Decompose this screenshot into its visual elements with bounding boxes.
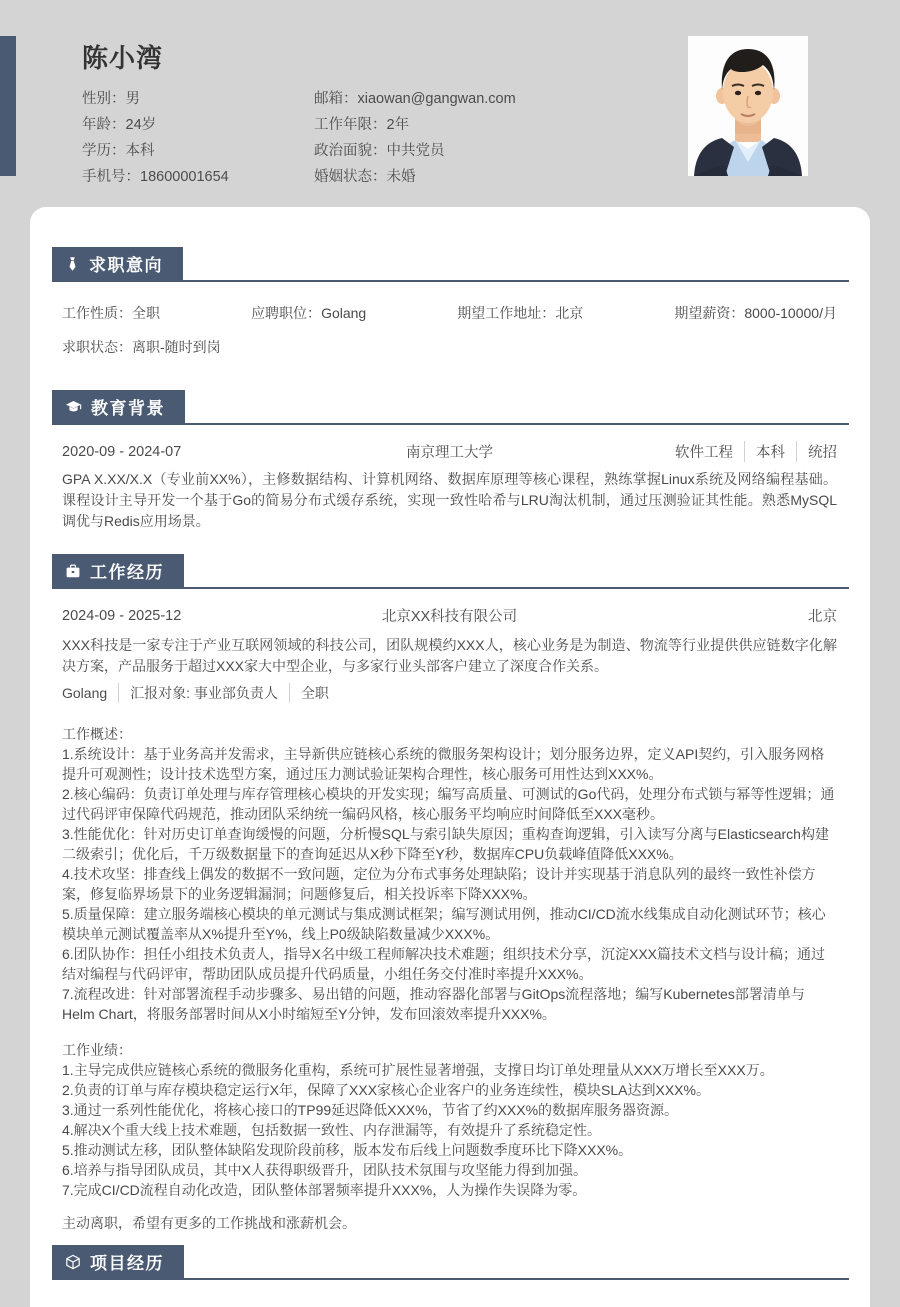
personal-info-item: 婚姻状态：未婚: [314, 168, 416, 185]
work-achievement-list: [62, 1060, 837, 1200]
personal-info-grid: [82, 84, 516, 188]
section-header: [52, 247, 849, 282]
work-overview-title: 工作概述：: [62, 726, 132, 742]
work-achievement-item: 5.推动测试左移，团队整体缺陷发现阶段前移，版本发布后线上问题数季度环比下降XXX%。: [62, 1142, 633, 1158]
education-meta-row: [62, 441, 837, 462]
work-overview-list: [62, 744, 837, 1024]
section-education: [52, 390, 849, 532]
work-achievement-item: 6.培养与指导团队成员，其中X人获得职级晋升，团队技术氛围与攻坚能力得到加强。: [62, 1162, 588, 1178]
tie-icon: [65, 256, 80, 272]
work-overview-item: 1.系统设计：基于业务高并发需求，主导新供应链核心系统的微服务架构设计；划分服务边界，定义API契约，引入服务网格提升可观测性；设计技术选型方案，通过压力测试验证架构合理性，核心服务可用性达到XXX%。: [62, 746, 825, 782]
work-achievement-item: 3.通过一系列性能优化，将核心接口的TP99延迟降低XXX%，节省了约XXX%的数据库服务器资源。: [62, 1102, 679, 1118]
personal-info-item: 学历：本科: [82, 142, 155, 159]
job-salary-field: 期望薪资：8000-10000/月: [674, 305, 837, 321]
work-meta-row: [62, 605, 837, 626]
work-tag: Golang: [62, 685, 108, 701]
personal-info-item: 邮箱：xiaowan@gangwan.com: [314, 90, 516, 107]
work-achievement-item: 4.解决X个重大线上技术难题，包括数据一致性、内存泄漏等，有效提升了系统稳定性。: [62, 1122, 602, 1138]
work-achievement-block: [62, 1040, 837, 1200]
education-qualifier: 软件工程: [675, 445, 733, 461]
section-work-experience: [52, 554, 849, 1233]
company-intro: XXX科技是一家专注于产业互联网领域的科技公司，团队规模约XXX人，核心业务是为制造、物流等行业提供供应链数字化解决方案，产品服务于超过XXX家大中型企业，与多家行业头部客户建立了深度合作关系。: [62, 637, 837, 674]
accent-bar: [0, 36, 16, 176]
work-overview-item: 3.性能优化：针对历史订单查询缓慢的问题，分析慢SQL与索引缺失原因；重构查询逻辑，引入读写分离与Elasticsearch构建二级索引；优化后，千万级数据量下的查询延迟从X秒下降至Y秒，数据库CPU负载峰值降低XXX%。: [62, 826, 829, 862]
job-intention-row: [62, 303, 837, 323]
education-school: 南京理工大学: [406, 445, 493, 461]
section-badge: [52, 247, 183, 280]
work-overview-item: 5.质量保障：建立服务端核心模块的单元测试与集成测试框架；编写测试用例，推动CI/CD流水线集成自动化测试环节；核心模块单元测试覆盖率从X%提升至Y%，线上P0级缺陷数量减少XXX%。: [62, 906, 826, 942]
section-badge: [52, 390, 185, 423]
education-body: [52, 441, 849, 532]
work-overview-block: [62, 724, 837, 1024]
job-location-field: 期望工作地址：北京: [457, 305, 584, 321]
cube-icon: [65, 1254, 81, 1270]
education-description: GPA X.XX/X.X（专业前XX%），主修数据结构、计算机网络、数据库原理等核心课程，熟练掌握Linux系统及网络编程基础。课程设计主导开发一个基于Go的简易分布式缓存系统，实现一致性哈希与LRU淘汰机制，通过压测验证其性能。熟悉MySQL调优与Redis应用场景。: [62, 471, 837, 529]
work-overview-item: 4.技术攻坚：排查线上偶发的数据不一致问题，定位为分布式事务处理缺陷；设计并实现基于消息队列的最终一致性补偿方案，修复临界场景下的业务逻辑漏洞；问题修复后，相关投诉率下降XXX%。: [62, 866, 816, 902]
profile-photo: [688, 36, 808, 176]
resume-card: [30, 207, 870, 1307]
work-achievement-item: 1.主导完成供应链核心系统的微服务化重构，系统可扩展性显著增强，支撑日均订单处理量从XXX万增长至XXX万。: [62, 1062, 774, 1078]
personal-info-item: 工作年限：2年: [314, 116, 410, 133]
work-achievement-item: 7.完成CI/CD流程自动化改造，团队整体部署频率提升XXX%，人为操作失误降为零。: [62, 1182, 587, 1198]
section-title: 求职意向: [89, 256, 163, 275]
work-tags: [62, 683, 837, 703]
education-qualifier: 统招: [796, 441, 837, 462]
job-intention-body: [52, 303, 849, 357]
work-period: 2024-09 - 2025-12: [62, 607, 182, 624]
job-nature-field: 工作性质：全职: [62, 305, 160, 321]
education-qualifiers: [493, 441, 837, 462]
candidate-name: 陈小湾: [82, 43, 164, 73]
work-location: 北京: [808, 609, 837, 625]
work-company: 北京XX科技有限公司: [381, 609, 518, 625]
work-overview-item: 6.团队协作：担任小组技术负责人，指导X名中级工程师解决技术难题；组织技术分享，沉淀XXX篇技术文档与设计稿；通过结对编程与代码评审，帮助团队成员提升代码质量，小组任务交付准时率提升XXX%。: [62, 946, 826, 982]
work-tag: 全职: [289, 683, 329, 703]
portrait-illustration: [688, 36, 808, 176]
work-tag: 汇报对象: 事业部负责人: [118, 683, 278, 703]
personal-info-item: 年龄：24岁: [82, 116, 157, 133]
section-header: [52, 554, 849, 589]
section-badge: [52, 1245, 184, 1278]
briefcase-icon: [65, 563, 81, 579]
graduation-cap-icon: [65, 399, 82, 415]
work-overview-item: 2.核心编码：负责订单处理与库存管理核心模块的开发实现；编写高质量、可测试的Go代码，处理分布式锁与幂等性逻辑；通过代码评审保障代码规范，推动团队采纳统一编码风格，核心服务平均响应时间降低至XXX毫秒。: [62, 786, 835, 822]
personal-info-item: 性别：男: [82, 90, 140, 107]
work-overview-item: 7.流程改进：针对部署流程手动步骤多、易出错的问题，推动容器化部署与GitOps流程落地；编写Kubernetes部署清单与Helm Chart，将服务部署时间从X小时缩短至Y分钟，发布回滚效率提升XXX%。: [62, 986, 805, 1022]
work-achievement-title: 工作业绩：: [62, 1042, 132, 1058]
section-title: 工作经历: [90, 563, 164, 582]
leave-reason: 主动离职，希望有更多的工作挑战和涨薪机会。: [62, 1215, 356, 1231]
work-body: [52, 605, 849, 1233]
job-position-field: 应聘职位：Golang: [251, 305, 367, 321]
job-status-field: 求职状态：离职-随时到岗: [62, 339, 221, 355]
personal-info-item: 政治面貌：中共党员: [314, 142, 445, 159]
section-header: [52, 390, 849, 425]
section-job-intention: [52, 247, 849, 357]
education-qualifier: 本科: [744, 441, 785, 462]
education-period: 2020-09 - 2024-07: [62, 443, 182, 460]
section-badge: [52, 554, 184, 587]
section-title: 项目经历: [90, 1254, 164, 1273]
work-achievement-item: 2.负责的订单与库存模块稳定运行X年，保障了XXX家核心企业客户的业务连续性，模块SLA达到XXX%。: [62, 1082, 710, 1098]
section-title: 教育背景: [91, 399, 165, 418]
personal-info-item: 手机号：18600001654: [82, 168, 229, 185]
